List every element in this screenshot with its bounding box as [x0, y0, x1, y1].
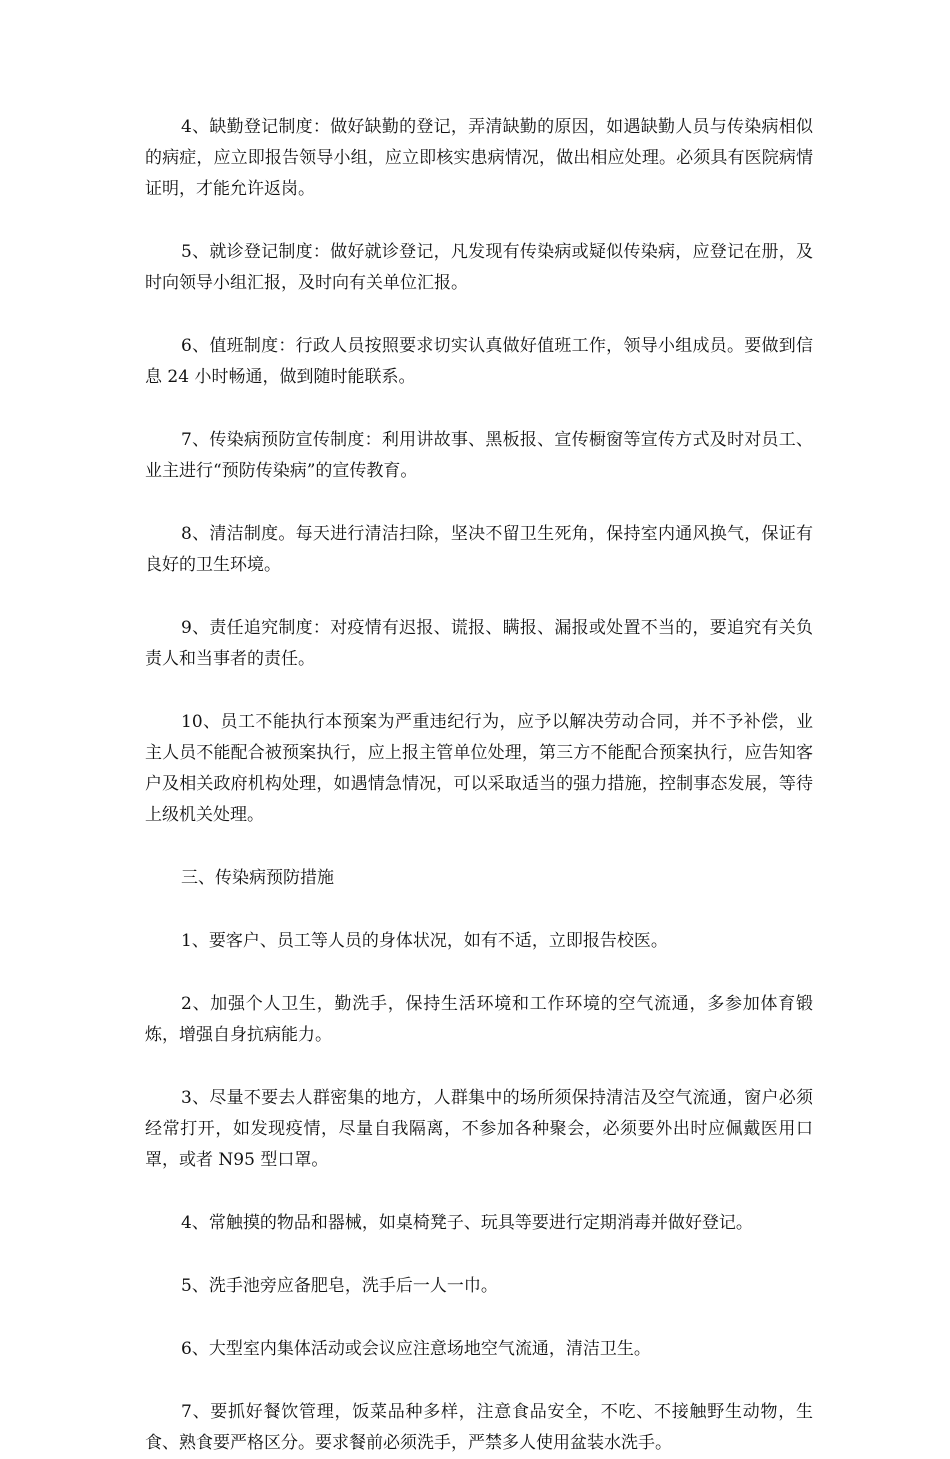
paragraph-measure-6: 6、大型室内集体活动或会议应注意场地空气流通，清洁卫生。 — [181, 1339, 651, 1359]
paragraph-measure-1: 1、要客户、员工等人员的身体状况，如有不适，立即报告校医。 — [181, 931, 668, 951]
paragraph-duty-system: 6、值班制度：行政人员按照要求切实认真做好值班工作，领导小组成员。要做到信息 24 小时畅通，做到随时能联系。 — [145, 336, 813, 387]
paragraph-violation-handling: 10、员工不能执行本预案为严重违纪行为，应予以解决劳动合同，并不予补偿，业主人员不能配合被预案执行，应上报主管单位处理，第三方不能配合预案执行，应告知客户及相关政府机构处理，如遇情急情况，可以采取适当的强力措施，控制事态发展，等待上级机关处理。 — [145, 712, 813, 825]
paragraph-measure-5: 5、洗手池旁应备肥皂，洗手后一人一巾。 — [181, 1276, 498, 1296]
paragraph-visit-registration: 5、就诊登记制度：做好就诊登记，凡发现有传染病或疑似传染病，应登记在册，及时向领导小组汇报，及时向有关单位汇报。 — [145, 242, 813, 293]
paragraph-measure-7: 7、要抓好餐饮管理，饭菜品种多样，注意食品安全，不吃、不接触野生动物，生食、熟食要严格区分。要求餐前必须洗手，严禁多人使用盆装水洗手。 — [145, 1402, 813, 1453]
paragraph-absence-registration: 4、缺勤登记制度：做好缺勤的登记，弄清缺勤的原因，如遇缺勤人员与传染病相似的病症，应立即报告领导小组，应立即核实患病情况，做出相应处理。必须具有医院病情证明，才能允许返岗。 — [145, 117, 813, 199]
paragraph-publicity-system: 7、传染病预防宣传制度：利用讲故事、黑板报、宣传橱窗等宣传方式及时对员工、业主进行“预防传染病”的宣传教育。 — [145, 430, 813, 481]
paragraph-accountability-system: 9、责任追究制度：对疫情有迟报、谎报、瞒报、漏报或处置不当的，要追究有关负责人和当事者的责任。 — [145, 618, 813, 669]
paragraph-cleaning-system: 8、清洁制度。每天进行清洁扫除，坚决不留卫生死角，保持室内通风换气，保证有良好的卫生环境。 — [145, 524, 813, 575]
paragraph-measure-3: 3、尽量不要去人群密集的地方，人群集中的场所须保持清洁及空气流通，窗户必须经常打开，如发现疫情，尽量自我隔离，不参加各种聚会，必须要外出时应佩戴医用口罩，或者 N95 型口罩。 — [145, 1088, 813, 1170]
paragraph-measure-2: 2、加强个人卫生，勤洗手，保持生活环境和工作环境的空气流通，多参加体育锻炼，增强自身抗病能力。 — [145, 994, 813, 1045]
section-heading-prevention-measures: 三、传染病预防措施 — [181, 868, 334, 888]
paragraph-measure-4: 4、常触摸的物品和器械，如桌椅凳子、玩具等要进行定期消毒并做好登记。 — [181, 1213, 753, 1233]
